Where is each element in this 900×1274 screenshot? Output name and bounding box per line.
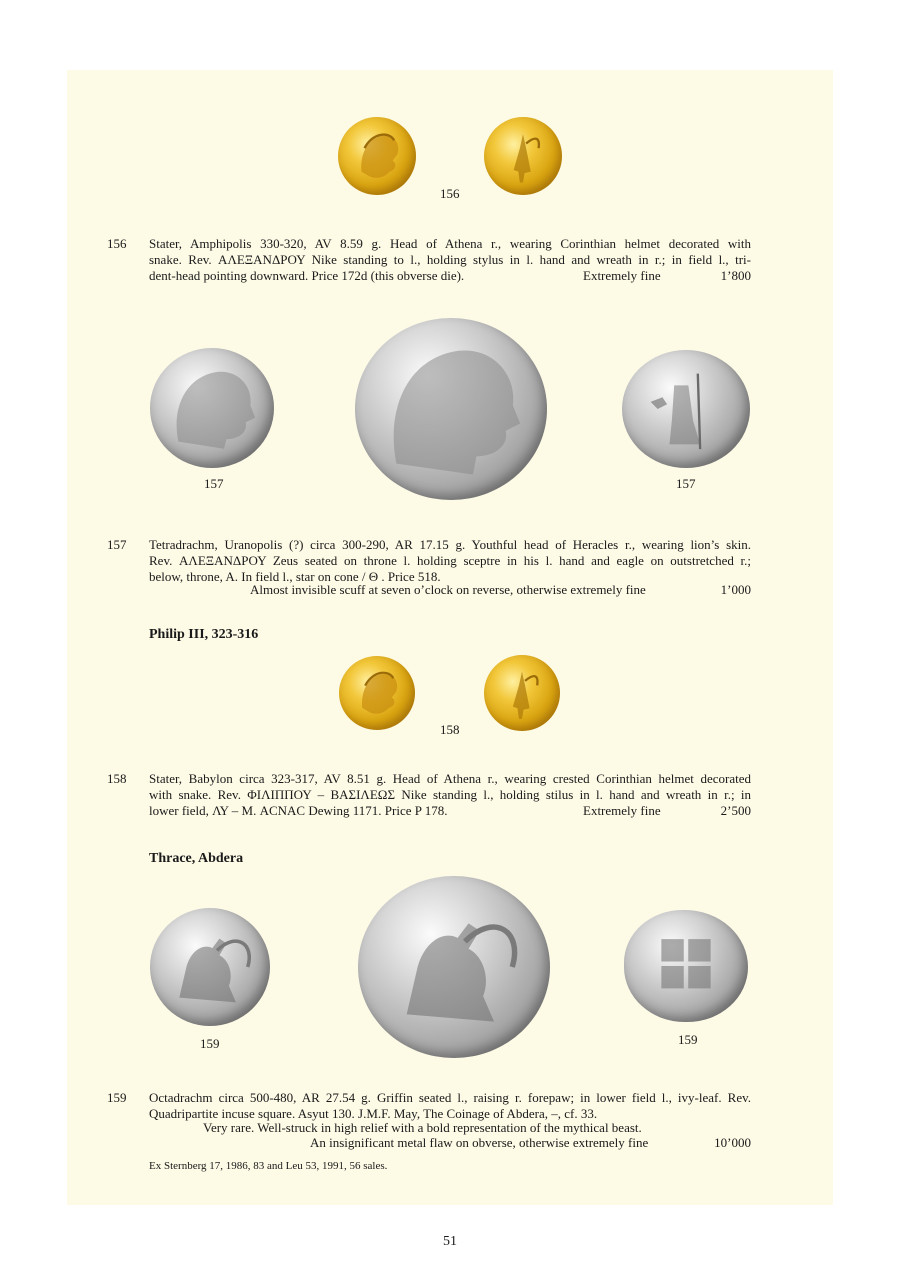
price-158: 2’500	[720, 803, 751, 818]
lot-number-157: 157	[107, 537, 127, 552]
coin-158-obverse	[339, 656, 415, 730]
incuse-square-icon	[624, 910, 748, 1022]
image-label-157-left: 157	[204, 476, 224, 491]
grade-159: An insignificant metal flaw on obverse, otherwise extremely fine	[310, 1135, 649, 1150]
coin-157-obverse-enlarged	[355, 318, 547, 500]
athena-helmet-icon	[339, 656, 415, 730]
price-156: 1’800	[720, 268, 751, 283]
image-label-159-left: 159	[200, 1036, 220, 1051]
coin-159-obverse	[150, 908, 270, 1026]
coin-156-obverse	[338, 117, 416, 195]
griffin-icon	[358, 876, 550, 1058]
griffin-icon	[150, 908, 270, 1026]
coin-159-obverse-enlarged	[358, 876, 550, 1058]
lot-number-159: 159	[107, 1090, 127, 1105]
price-159: 10’000	[714, 1135, 751, 1150]
heracles-head-icon	[355, 318, 547, 500]
lot-description-156: Stater, Amphipolis 330-320, AV 8.59 g. Head of Athena r., wearing Corinthian helmet decorated with snake. Rev. ΑΛΕΞΑΝΔΡΟΥ Nike standing to l., holding stylus in l. hand and wreath in r.; in field l., tri- dent-head pointing downward. Price 172d (this obverse die).	[149, 236, 751, 283]
coin-158-reverse	[484, 655, 560, 731]
lot-number-158: 158	[107, 771, 127, 786]
page-number: 51	[443, 1234, 457, 1249]
coin-157-reverse	[622, 350, 750, 468]
athena-helmet-icon	[338, 117, 416, 195]
section-heading-thrace-abdera: Thrace, Abdera	[149, 851, 244, 866]
lot-description-157: Tetradrachm, Uranopolis (?) circa 300-290, AR 17.15 g. Youthful head of Heracles r., wearing lion’s skin. Rev. ΑΛΕΞΑΝΔΡΟΥ Zeus seated on throne l. holding sceptre in his l. hand and eagle on outstretched r.; below, throne, A. In field l., star on cone / Θ . Price 518.	[149, 537, 751, 584]
section-heading-philip-iii: Philip III, 323-316	[149, 627, 259, 642]
coin-159-reverse	[624, 910, 748, 1022]
grade-157: Almost invisible scuff at seven o’clock on reverse, otherwise extremely fine	[250, 582, 646, 597]
heracles-head-icon	[150, 348, 274, 468]
image-label-158: 158	[440, 722, 460, 737]
lot-description-159: Octadrachm circa 500-480, AR 27.54 g. Griffin seated l., raising r. forepaw; in lower field l., ivy-leaf. Rev. Quadripartite incuse square. Asyut 130. J.M.F. May, The Coinage of Abdera, –, cf. 33.	[149, 1090, 751, 1121]
lot-number-156: 156	[107, 236, 127, 251]
grade-158: Extremely fine	[583, 803, 661, 818]
lot-description-158: Stater, Babylon circa 323-317, AV 8.51 g. Head of Athena r., wearing crested Corinthian helmet decorated with snake. Rev. ΦΙΛΙΠΠΟΥ – ΒΑΣΙΛΕΩΣ Nike standing l., holding stilus in l. hand and wreath in r.; in lower field, ΛΥ – Μ. ACNAC Dewing 1171. Price P 178.	[149, 771, 751, 818]
grade-156: Extremely fine	[583, 268, 661, 283]
image-label-156: 156	[440, 186, 460, 201]
zeus-enthroned-icon	[622, 350, 750, 468]
remark-159-rarity: Very rare. Well-struck in high relief with a bold representation of the mythical beast.	[203, 1120, 642, 1135]
coin-156-reverse	[484, 117, 562, 195]
provenance-159: Ex Sternberg 17, 1986, 83 and Leu 53, 1991, 56 sales.	[149, 1160, 388, 1172]
image-label-159-right: 159	[678, 1032, 698, 1047]
image-label-157-right: 157	[676, 476, 696, 491]
coin-157-obverse	[150, 348, 274, 468]
price-157: 1’000	[720, 582, 751, 597]
nike-standing-icon	[484, 117, 562, 195]
nike-standing-icon	[484, 655, 560, 731]
